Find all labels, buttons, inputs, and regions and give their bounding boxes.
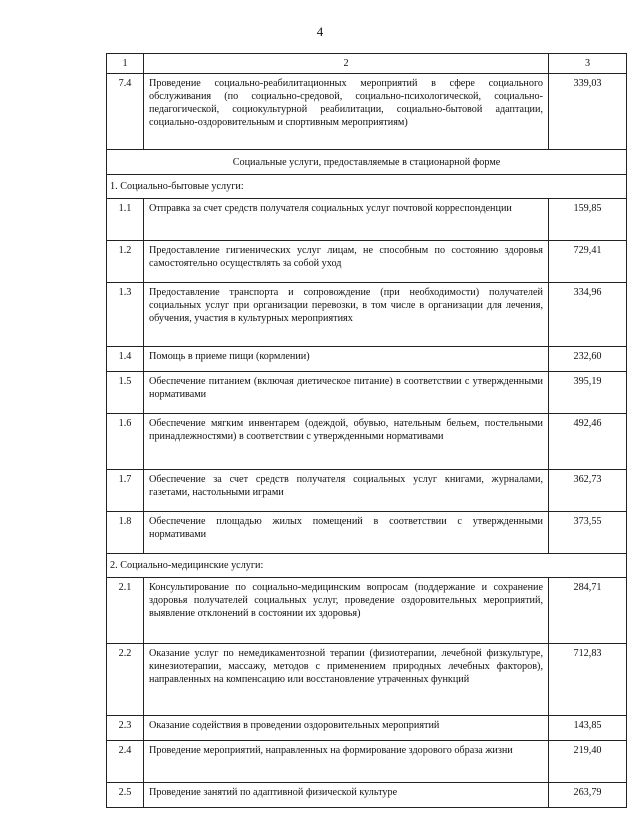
row-price: 712,83 (549, 644, 627, 716)
row-number: 1.8 (107, 512, 144, 554)
table-row (107, 578, 627, 644)
row-price: 373,55 (549, 512, 627, 554)
row-description: Обеспечение мягким инвентарем (одеждой, обувью, нательным бельем, постельными принадлежностями) в соответствии с утвержденными нормативами (144, 414, 549, 470)
row-price: 334,96 (549, 283, 627, 347)
row-number: 1.3 (107, 283, 144, 347)
row-number: 2.2 (107, 644, 144, 716)
row-number: 2.3 (107, 716, 144, 741)
row-description: Обеспечение площадью жилых помещений в соответствии с утвержденными нормативами (144, 512, 549, 554)
table-row (107, 283, 627, 347)
row-number: 7.4 (107, 74, 144, 150)
table-row (107, 74, 627, 150)
header-col-3: 3 (549, 54, 627, 74)
row-description: Проведение мероприятий, направленных на формирование здорового образа жизни (144, 741, 549, 783)
table-row (107, 741, 627, 783)
row-price: 219,40 (549, 741, 627, 783)
table-row (107, 241, 627, 283)
section-title: Социальные услуги, предоставляемые в стационарной форме (107, 150, 627, 175)
row-number: 1.1 (107, 199, 144, 241)
row-price: 232,60 (549, 347, 627, 372)
row-price: 492,46 (549, 414, 627, 470)
row-price: 395,19 (549, 372, 627, 414)
header-col-1: 1 (107, 54, 144, 74)
row-price: 284,71 (549, 578, 627, 644)
table-row (107, 512, 627, 554)
category-row (107, 175, 627, 199)
table-row (107, 372, 627, 414)
category-title: 2. Социально-медицинские услуги: (107, 554, 627, 578)
row-price: 729,41 (549, 241, 627, 283)
row-number: 1.5 (107, 372, 144, 414)
row-price: 143,85 (549, 716, 627, 741)
page-number: 4 (316, 24, 324, 39)
row-price: 159,85 (549, 199, 627, 241)
row-number: 1.2 (107, 241, 144, 283)
table-row (107, 783, 627, 808)
row-number: 1.7 (107, 470, 144, 512)
table-row (107, 347, 627, 372)
row-price: 339,03 (549, 74, 627, 150)
table-header-row (107, 54, 627, 74)
row-description: Обеспечение за счет средств получателя социальных услуг книгами, журналами, газетами, настольными играми (144, 470, 549, 512)
row-description: Отправка за счет средств получателя социальных услуг почтовой корреспонденции (144, 199, 549, 241)
table-row (107, 414, 627, 470)
category-row (107, 554, 627, 578)
row-price: 263,79 (549, 783, 627, 808)
table-row (107, 716, 627, 741)
table-row (107, 644, 627, 716)
row-number: 1.6 (107, 414, 144, 470)
row-description: Консультирование по социально-медицинским вопросам (поддержание и сохранение здоровья получателей социальных услуг, проведение оздоровительных мероприятий, выявление отклонений в состоянии их здоровья) (144, 578, 549, 644)
services-price-table (106, 53, 627, 808)
category-title: 1. Социально-бытовые услуги: (107, 175, 627, 199)
row-number: 2.4 (107, 741, 144, 783)
row-description: Обеспечение питанием (включая диетическое питание) в соответствии с утвержденными нормативами (144, 372, 549, 414)
row-description: Оказание услуг по немедикаментозной терапии (физиотерапии, лечебной физкультуре, кинезиотерапии, массажу, методов с применением природных лечебных факторов), направленных на компенсацию или восстановление утраченных функций (144, 644, 549, 716)
row-description: Проведение социально-реабилитационных мероприятий в сфере социального обслуживания (по социально-средовой, социально-психологической, социально-педагогической, социокультурной реабилитации, социально-бытовой адаптации, социально-оздоровительным и спортивным мероприятиям) (144, 74, 549, 150)
row-description: Предоставление гигиенических услуг лицам, не способным по состоянию здоровья самостоятельно осуществлять за собой уход (144, 241, 549, 283)
row-number: 2.1 (107, 578, 144, 644)
row-price: 362,73 (549, 470, 627, 512)
section-row (107, 150, 627, 175)
row-number: 1.4 (107, 347, 144, 372)
row-description: Помощь в приеме пищи (кормлении) (144, 347, 549, 372)
row-description: Предоставление транспорта и сопровождение (при необходимости) получателей социальных услуг при организации перевозки, в том числе в организации для лечения, обучения, участия в культурных мероприятиях (144, 283, 549, 347)
table-row (107, 199, 627, 241)
header-col-2: 2 (144, 54, 549, 74)
row-description: Оказание содействия в проведении оздоровительных мероприятий (144, 716, 549, 741)
row-description: Проведение занятий по адаптивной физической культуре (144, 783, 549, 808)
table-row (107, 470, 627, 512)
row-number: 2.5 (107, 783, 144, 808)
